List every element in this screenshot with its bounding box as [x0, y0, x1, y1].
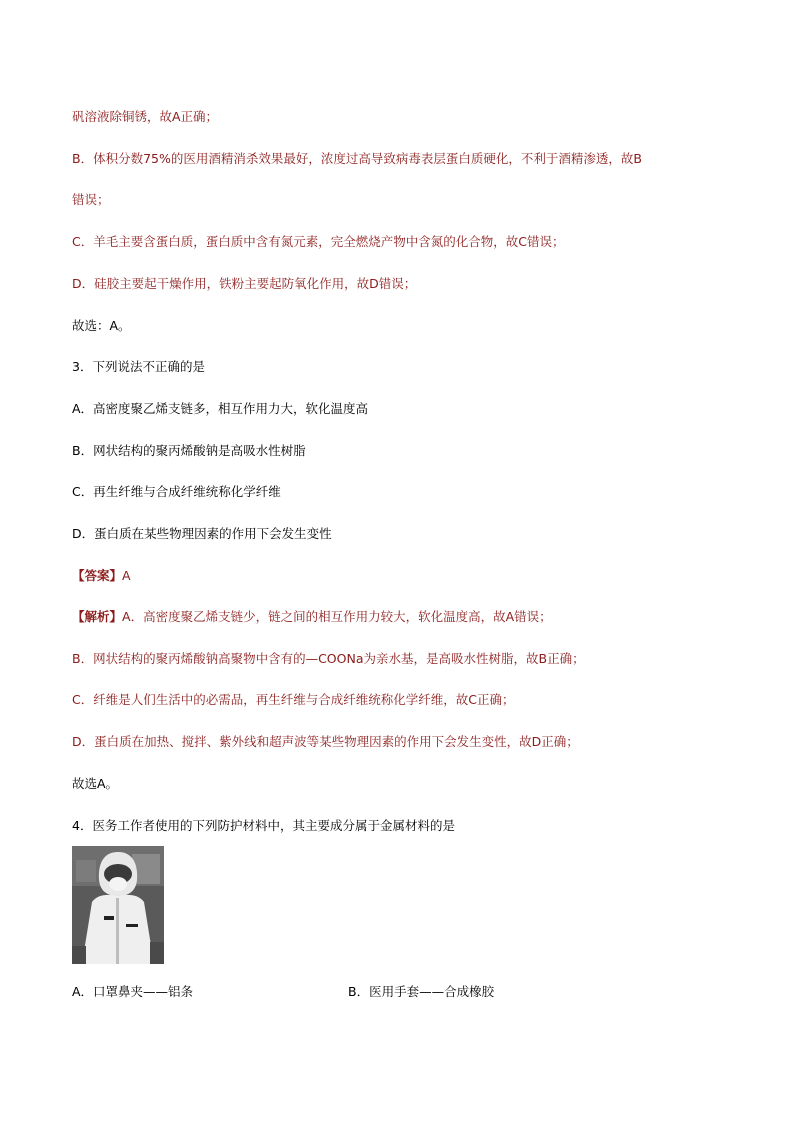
analysis-label: 【解析】 [72, 609, 123, 624]
answer-line [72, 567, 131, 585]
text-line: 矾溶液除铜锈，故A正确； [72, 109, 219, 124]
option-b: B．网状结构的聚丙烯酸钠是高吸水性树脂 [72, 443, 306, 458]
text-line: 错误； [72, 192, 110, 207]
question-stem: 4．医务工作者使用的下列防护材料中，其主要成分属于金属材料的是 [72, 818, 455, 833]
analysis-c: C．纤维是人们生活中的必需品，再生纤维与合成纤维统称化学纤维，故C正确； [72, 692, 515, 707]
question-stem: 3．下列说法不正确的是 [72, 359, 205, 374]
analysis-line [72, 608, 552, 626]
text-line: D．硅胶主要起干燥作用，铁粉主要起防氧化作用，故D错误； [72, 276, 417, 291]
answer-value: A [122, 568, 131, 583]
option-d: D．蛋白质在某些物理因素的作用下会发生变性 [72, 526, 332, 541]
text-line: B．体积分数75%的医用酒精消杀效果最好，浓度过高导致病毒表层蛋白质硬化，不利于酒精渗透，故B [72, 151, 642, 166]
analysis-a: A．高密度聚乙烯支链少，链之间的相互作用力较大，软化温度高，故A错误； [122, 609, 552, 624]
option-a: A．口罩鼻夹——铝条 [72, 984, 194, 999]
option-b: B．医用手套——合成橡胶 [348, 984, 495, 999]
option-c: C．再生纤维与合成纤维统称化学纤维 [72, 484, 281, 499]
protective-suit-photo [72, 846, 164, 964]
answer-label: 【答案】 [72, 568, 123, 583]
conclusion: 故选A。 [72, 776, 119, 791]
option-a: A．高密度聚乙烯支链多，相互作用力大，软化温度高 [72, 401, 369, 416]
text-line: 故选：A。 [72, 318, 131, 333]
options-row [72, 983, 722, 1001]
analysis-d: D．蛋白质在加热、搅拌、紫外线和超声波等某些物理因素的作用下会发生变性，故D正确； [72, 734, 579, 749]
analysis-b: B．网状结构的聚丙烯酸钠高聚物中含有的—COONa为亲水基，是高吸水性树脂，故B正确； [72, 651, 585, 666]
text-line: C．羊毛主要含蛋白质，蛋白质中含有氮元素，完全燃烧产物中含氮的化合物，故C错误； [72, 234, 565, 249]
